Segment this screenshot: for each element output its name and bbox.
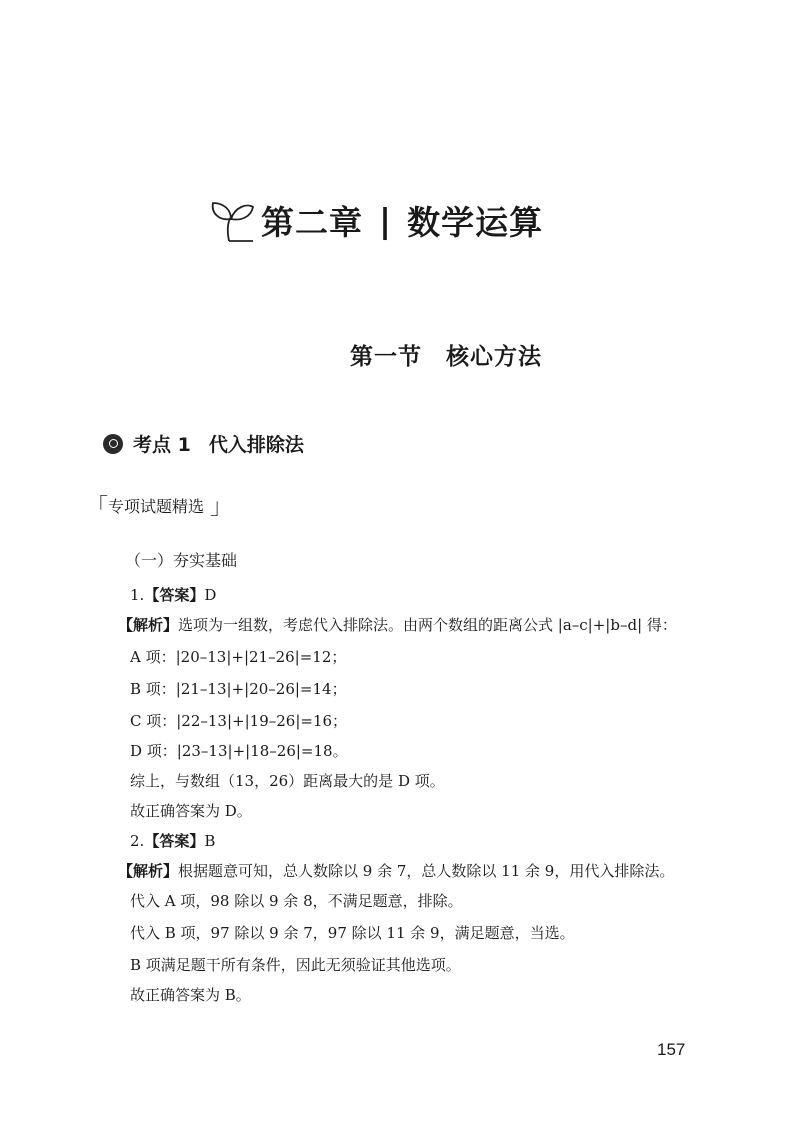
q2-answer-label: 【答案】 xyxy=(144,832,205,850)
q2-line-1: 代入 A 项，98 除以 9 余 8，不满足题意，排除。 xyxy=(130,892,463,910)
q1-answer-value: D xyxy=(204,586,217,604)
q1-number: 1. xyxy=(130,586,145,604)
q1-line-c: C 项：|22–13|+|19–26|=16； xyxy=(130,712,348,730)
chapter-number: 第二章 xyxy=(261,202,363,242)
open-bracket: 「 xyxy=(86,495,109,520)
q1-line-b: B 项：|21–13|+|20–26|=14； xyxy=(130,680,347,698)
sprout-icon xyxy=(205,197,257,243)
page-number: 157 xyxy=(657,1040,686,1059)
q2-answer-value: B xyxy=(204,832,216,850)
kaodian-heading xyxy=(103,430,304,457)
chapter-title: 数学运算 xyxy=(407,202,544,242)
chapter-separator: | xyxy=(379,200,392,240)
q1-line-d: D 项：|23–13|+|18–26|=18。 xyxy=(130,742,348,760)
q2-answer xyxy=(130,830,215,851)
q2-line-2: 代入 B 项，97 除以 9 余 7，97 除以 11 余 9，满足题意，当选。 xyxy=(130,924,575,942)
section-title: 第一节 核心方法 xyxy=(350,344,542,370)
q2-analysis-label: 【解析】 xyxy=(118,862,179,880)
q1-analysis xyxy=(118,614,677,635)
q2-conclusion: 故正确答案为 B。 xyxy=(130,986,251,1004)
q1-line-a: A 项：|20–13|+|21–26|=12； xyxy=(130,648,347,666)
q2-number: 2. xyxy=(130,832,145,850)
q2-analysis xyxy=(118,860,674,881)
close-bracket: 」 xyxy=(210,495,233,520)
chapter-heading xyxy=(205,190,543,250)
q1-conclusion: 故正确答案为 D。 xyxy=(130,802,252,820)
q1-summary: 综上，与数组（13，26）距离最大的是 D 项。 xyxy=(130,772,445,790)
q2-line-3: B 项满足题干所有条件，因此无须验证其他选项。 xyxy=(130,956,461,974)
special-section-title: 专项试题精选 xyxy=(108,497,205,516)
special-section-heading xyxy=(86,490,232,521)
q1-analysis-text: 选项为一组数，考虑代入排除法。由两个数组的距离公式 |a–c|+|b–d| 得： xyxy=(178,616,677,634)
bullet-icon xyxy=(103,434,123,454)
kaodian-label: 考点 1 xyxy=(133,434,191,456)
section-title-row xyxy=(0,338,800,371)
q1-analysis-label: 【解析】 xyxy=(118,616,179,634)
q1-answer-label: 【答案】 xyxy=(144,586,205,604)
subsection-title: （一）夯实基础 xyxy=(125,551,238,570)
q2-analysis-text: 根据题意可知，总人数除以 9 余 7，总人数除以 11 余 9，用代入排除法。 xyxy=(178,862,675,880)
q1-answer xyxy=(130,584,216,605)
kaodian-title: 代入排除法 xyxy=(208,434,304,456)
